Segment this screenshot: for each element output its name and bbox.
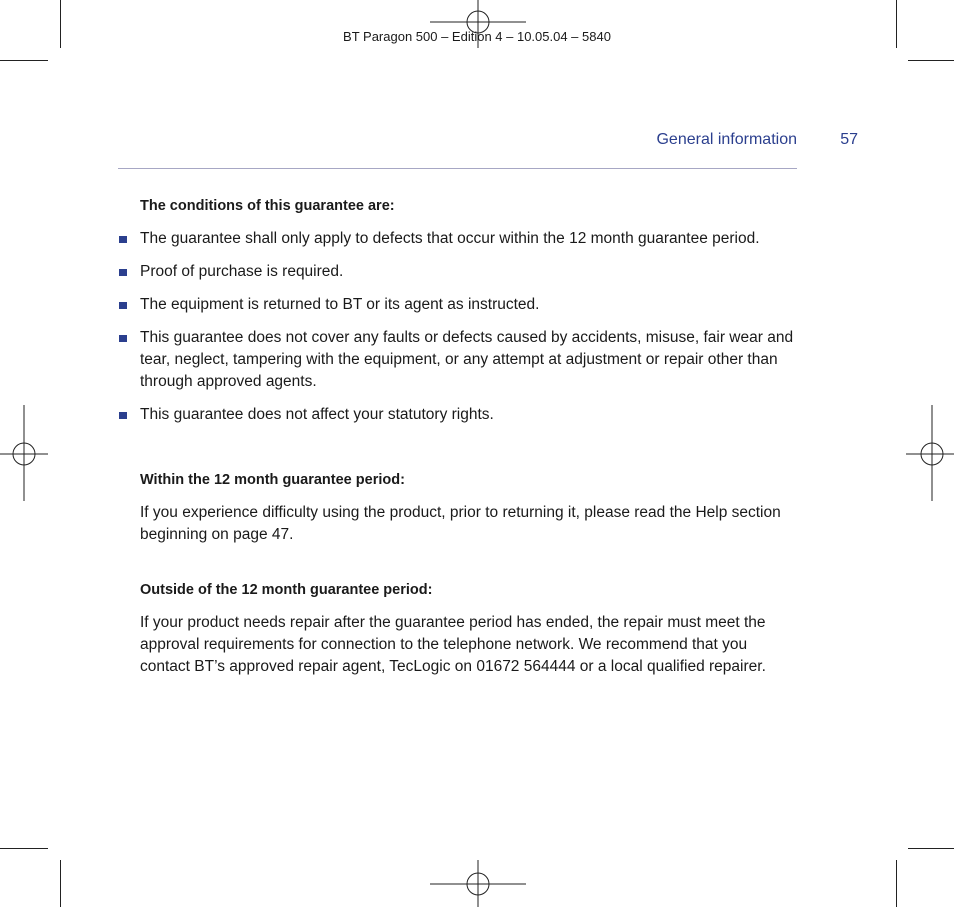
page-number: 57 xyxy=(840,131,858,148)
header-rule xyxy=(118,168,797,169)
bullet-square-icon xyxy=(119,335,127,342)
list-item-text: The equipment is returned to BT or its agent as instructed. xyxy=(140,296,540,313)
running-head: General information xyxy=(656,131,797,148)
crop-mark xyxy=(60,860,61,907)
registration-mark-right xyxy=(906,405,954,501)
list-item xyxy=(140,294,800,316)
within-heading: Within the 12 month guarantee period: xyxy=(140,472,405,488)
within-paragraph: If you experience difficulty using the product, prior to returning it, please read the Help section beginning on page 47. xyxy=(140,504,781,543)
bullet-square-icon xyxy=(119,412,127,419)
bullet-square-icon xyxy=(119,236,127,243)
conditions-heading: The conditions of this guarantee are: xyxy=(140,198,395,214)
outside-heading: Outside of the 12 month guarantee period: xyxy=(140,582,433,598)
outside-paragraph: If your product needs repair after the guarantee period has ended, the repair must meet the approval requirements for connection to the telephone network. We recommend that you contact BT’s approved repair agent, TecLogic on 01672 564444 or a local qualified repairer. xyxy=(140,614,766,675)
list-item xyxy=(140,327,800,393)
crop-mark xyxy=(0,848,48,849)
crop-mark xyxy=(0,60,48,61)
list-item-text: Proof of purchase is required. xyxy=(140,263,344,280)
registration-mark-bottom xyxy=(430,860,526,907)
bullet-square-icon xyxy=(119,302,127,309)
page-content xyxy=(140,195,800,678)
list-item xyxy=(140,228,800,250)
crop-mark xyxy=(908,848,954,849)
list-item xyxy=(140,404,800,426)
registration-mark-left xyxy=(0,405,48,501)
list-item-text: The guarantee shall only apply to defects that occur within the 12 month guarantee period. xyxy=(140,230,760,247)
list-item-text: This guarantee does not cover any faults or defects caused by accidents, misuse, fair wear and tear, neglect, tampering with the equipment, or any attempt at adjustment or repair other than through approved agents. xyxy=(140,329,794,390)
crop-mark xyxy=(908,60,954,61)
list-item xyxy=(140,261,800,283)
crop-mark xyxy=(896,860,897,907)
conditions-list xyxy=(140,228,800,426)
list-item-text: This guarantee does not affect your statutory rights. xyxy=(140,406,494,423)
bullet-square-icon xyxy=(119,269,127,276)
print-info: BT Paragon 500 – Edition 4 – 10.05.04 – 5840 xyxy=(343,29,611,44)
